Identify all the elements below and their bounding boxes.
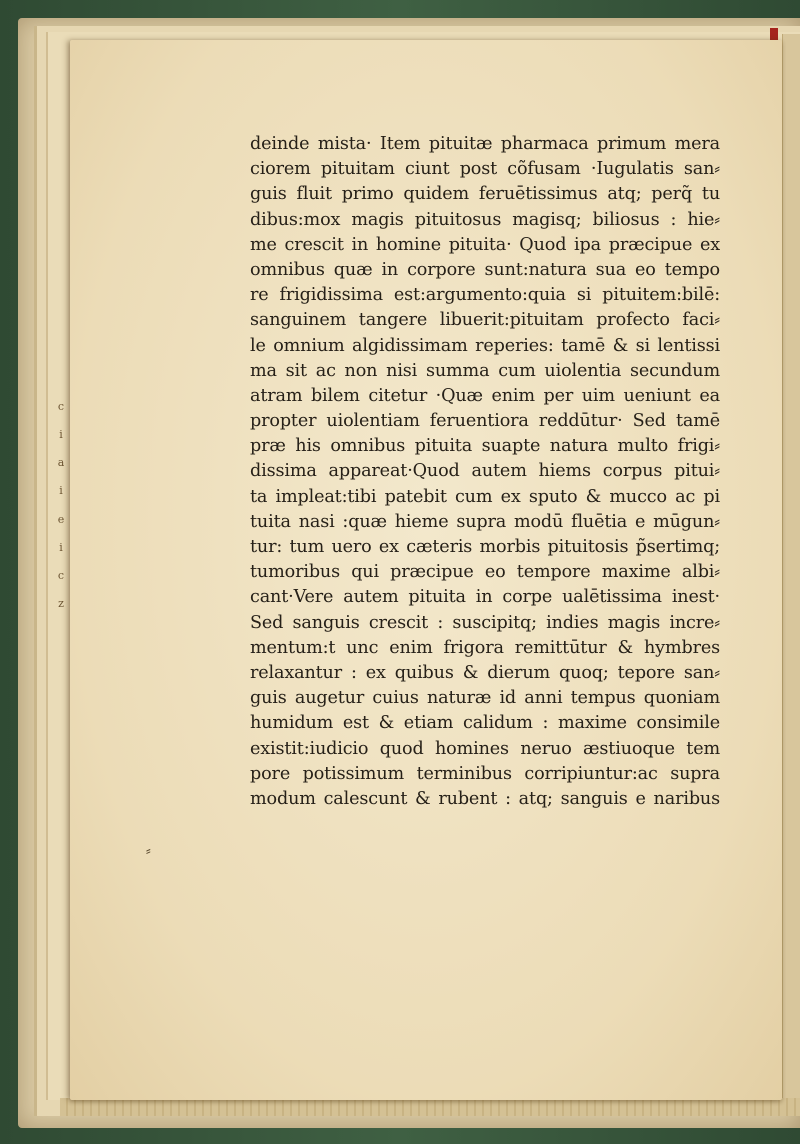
text-line: propter uiolentiam feruentiora reddūtur· Sed tamē [250,411,720,432]
text-line: pore potissimum terminibus corripiuntur:ac supra [250,763,720,784]
text-line: me crescit in homine pituita· Quod ipa præcipue ex [250,234,720,255]
text-line: ciorem pituitam ciunt post cõfusam ·Iugulatis san⸗ [250,159,720,180]
page-fore-edge [782,34,800,1114]
text-line: Sed sanguis crescit : suscipitq; indies magis incre⸗ [250,612,720,633]
gutter-mark: c [57,400,65,413]
text-line: deinde mista· Item pituitæ pharmaca primum mera [250,134,720,154]
pen-mark-icon: ⸗ [146,843,151,859]
text-line: ma sit ac non nisi summa cum uiolentia secundum [250,360,720,381]
text-line: modum calescunt & rubent : atq; sanguis e naribus [250,788,720,809]
text-line: omnibus quæ in corpore sunt:natura sua eo tempo [250,259,720,280]
text-line: cant·Vere autem pituita in corpe ualētissima inest· [250,587,720,608]
text-line: dibus:mox magis pituitosus magisq; biliosus : hie⸗ [250,209,720,230]
gutter-mark: c [57,568,65,582]
text-line: le omnium algidissimam reperies: tamē & si lentissi [250,335,720,356]
text-line: dissima appareat·Quod autem hiems corpus pitui⸗ [250,461,720,482]
text-line: re frigidissima est:argumento:quia si pituitem:bilē: [250,285,720,306]
page-bottom-edge [60,1098,800,1116]
text-line: tuita nasi :quæ hieme supra modū fluētia e mūgun⸗ [250,511,720,532]
text-line: humidum est & etiam calidum : maxime consimile [250,713,720,734]
gutter-mark: a [57,456,65,470]
text-line: relaxantur : ex quibus & dierum quoq; tepore san⸗ [250,662,720,683]
gutter-mark: i [59,540,63,554]
text-line: atram bilem citetur ·Quæ enim per uim ueniunt ea [250,385,720,406]
text-line: mentum:t unc enim frigora remittūtur & hymbres [250,637,720,658]
gutter-mark: z [58,596,64,610]
text-line: tur: tum uero ex cæteris morbis pituitosis p̃sertimq; [250,537,720,557]
gutter-marks [54,400,68,610]
text-line: guis augetur cuius naturæ id anni tempus quoniam [250,688,720,709]
printed-text-block [250,132,720,812]
text-line: guis fluit primo quidem feruētissimus atq; perq̃ tu [250,184,720,205]
gutter-mark: i [59,428,63,442]
text-line: ta impleat:tibi patebit cum ex sputo & mucco ac pi [250,486,720,507]
gutter-mark: i [59,484,63,498]
text-line: tumoribus qui præcipue eo tempore maxime albi⸗ [250,562,720,583]
text-line: sanguinem tangere libuerit:pituitam profecto faci⸗ [250,310,720,331]
text-line: præ his omnibus pituita suapte natura multo frigi⸗ [250,436,720,457]
gutter-mark: e [57,512,65,526]
text-line: existit:iudicio quod homines neruo æstiuoque tem [250,738,720,759]
